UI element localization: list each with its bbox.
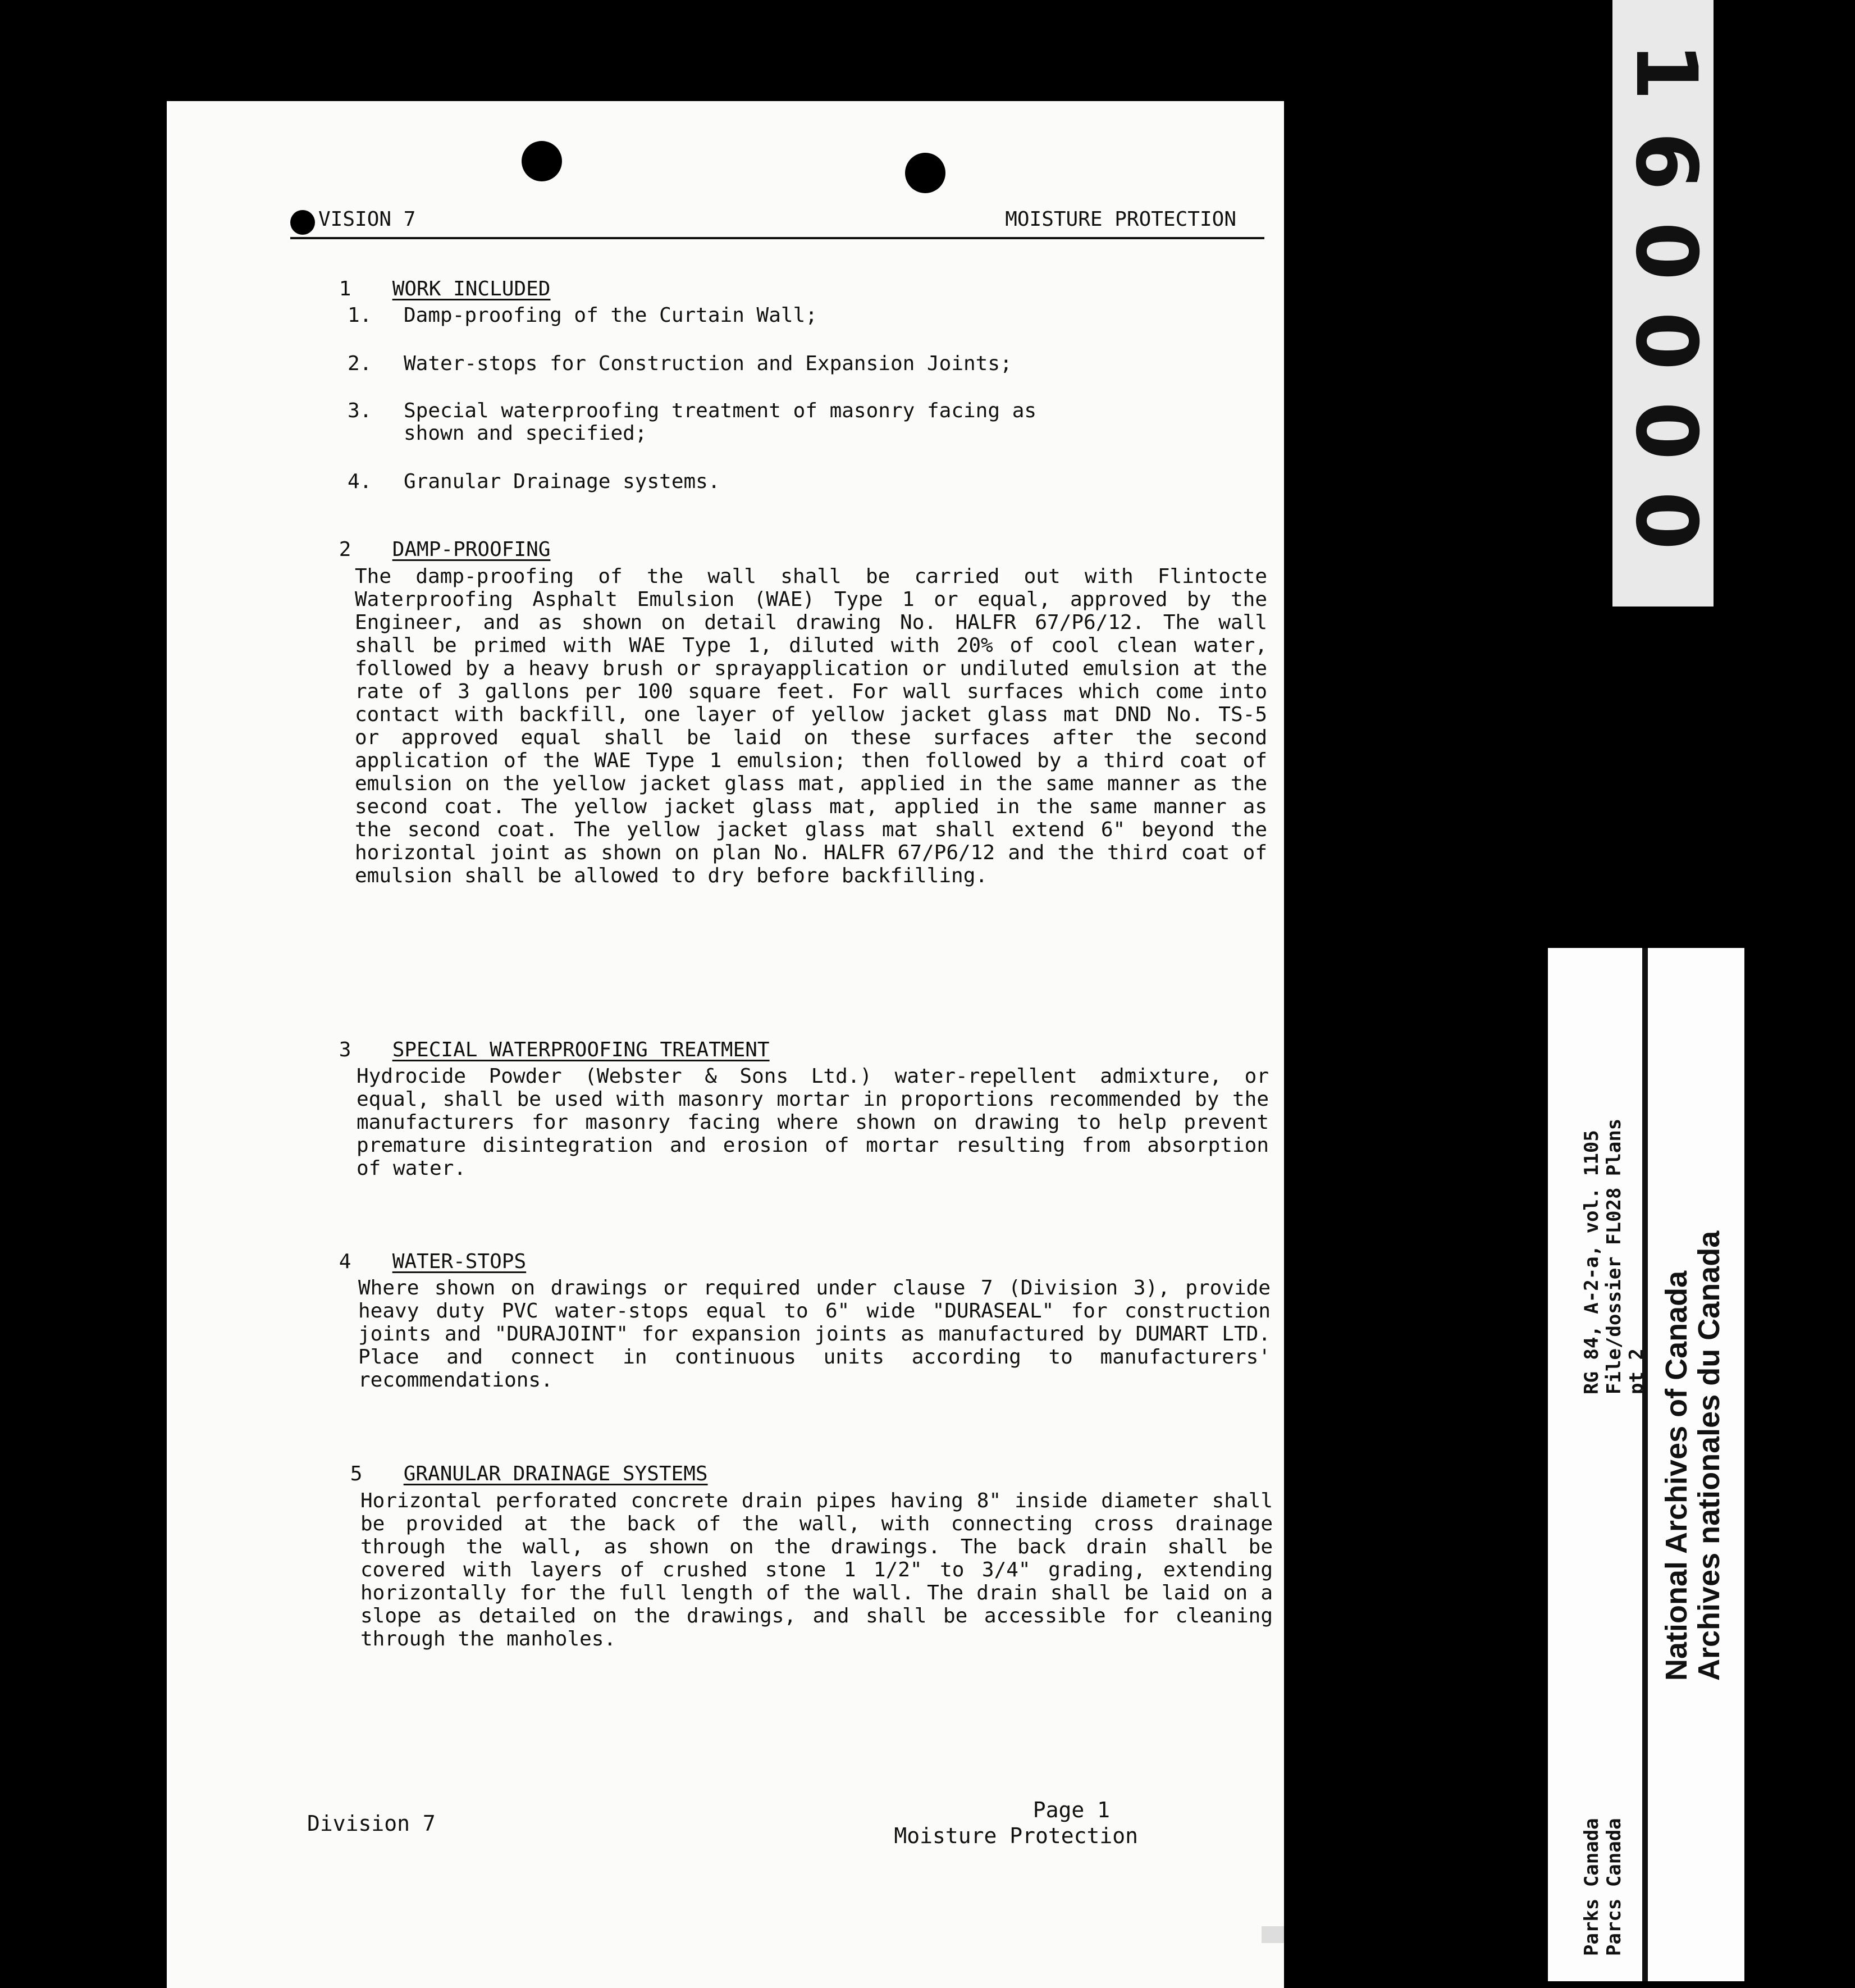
section-number: 3	[339, 1038, 351, 1061]
corner-mark	[1262, 1926, 1284, 1943]
archive-agency	[1580, 1818, 1625, 1956]
archive-agency-en: Parks Canada	[1580, 1818, 1603, 1956]
section-title: WATER-STOPS	[392, 1250, 527, 1273]
division-subject: MOISTURE PROTECTION	[1005, 208, 1236, 231]
archive-name-en: National Archives of Canada	[1660, 1270, 1693, 1681]
document-page	[167, 101, 1284, 1988]
division-heading: VISION 7	[318, 208, 416, 231]
section-title: WORK INCLUDED	[392, 277, 551, 300]
section-number: 5	[350, 1462, 363, 1485]
frame-digit: 0	[1617, 491, 1715, 550]
footer-division: Division 7	[307, 1811, 436, 1836]
footer-page-number: Page 1	[1032, 1798, 1110, 1822]
frame-number	[1617, 22, 1715, 584]
list-item-number: 3.	[348, 399, 372, 422]
punch-hole-left	[522, 141, 562, 181]
archive-institution-name	[1660, 1231, 1725, 1681]
section-title: GRANULAR DRAINAGE SYSTEMS	[403, 1462, 708, 1485]
list-item-text: Granular Drainage systems.	[404, 470, 720, 493]
frame-digit: 0	[1617, 312, 1715, 371]
frame-digit: 1	[1617, 42, 1715, 101]
section-body: Hydrocide Powder (Webster & Sons Ltd.) water-repellent admixture, or equal, shall be used with masonry mortar in proportions recommended by the manufacturers for masonry facing where shown on drawing to help prevent premature disintegration and erosion of mortar resulting from absorption of water.	[357, 1065, 1269, 1180]
archive-reference-line: RG 84, A-2-a, vol. 1105	[1580, 1130, 1603, 1394]
frame-number-strip	[1612, 0, 1714, 607]
frame-digit: 0	[1617, 402, 1715, 460]
archive-label-divider	[1642, 948, 1648, 1981]
section-number: 1	[339, 277, 351, 300]
list-item-number: 2.	[348, 352, 372, 375]
section-title: DAMP-PROOFING	[392, 538, 551, 561]
archive-name-fr: Archives nationales du Canada	[1692, 1230, 1726, 1681]
section-body: Where shown on drawings or required under clause 7 (Division 3), provide heavy duty PVC water-stops equal to 6" wide "DURASEAL" for construction joints and "DURAJOINT" for expansion joints as manufactured by DUMART LTD. Place and connect in continuous units according to manufacturers' recommendations.	[358, 1276, 1271, 1392]
archive-label	[1548, 948, 1744, 1981]
frame-digit: 6	[1617, 132, 1715, 191]
list-item-text: Special waterproofing treatment of masonry facing as shown and specified;	[404, 399, 1037, 445]
list-item-text: Damp-proofing of the Curtain Wall;	[404, 304, 817, 327]
punch-hole-right	[905, 153, 945, 193]
list-item-text: Water-stops for Construction and Expansion Joints;	[404, 352, 1012, 375]
list-item-number: 1.	[348, 304, 372, 327]
section-body: Horizontal perforated concrete drain pipes having 8" inside diameter shall be provided at the back of the wall, with connecting cross drainage through the wall, as shown on the drawings. The back drain shall be covered with layers of crushed stone 1 1/2" to 3/4" grading, extending horizontally for the full length of the wall. The drain shall be laid on a slope as detailed on the drawings, and shall be accessible for cleaning through the manholes.	[360, 1489, 1273, 1650]
page-header	[290, 208, 1264, 239]
archive-agency-fr: Parcs Canada	[1603, 1818, 1625, 1956]
list-item-number: 4.	[348, 470, 372, 493]
archive-reference-line: File/dossier FL028 Plans	[1603, 1118, 1625, 1394]
section-body: The damp-proofing of the wall shall be carried out with Flintocte Waterproofing Asphalt Emulsion (WAE) Type 1 or equal, approved by the Engineer, and as shown on detail drawing No. HALFR 67/P6/12. The wall shall be primed with WAE Type 1, diluted with 20% of cool clean water, followed by a heavy brush or sprayapplication or undiluted emulsion at the rate of 3 gallons per 100 square feet. For wall surfaces which come into contact with backfill, one layer of yellow jacket glass mat DND No. TS-5 or approved equal shall be laid on these surfaces after the second application of the WAE Type 1 emulsion; then followed by a third coat of emulsion on the yellow jacket glass mat, applied in the same manner as the second coat. The yellow jacket glass mat, applied in the same manner as the second coat. The yellow jacket glass mat shall extend 6" beyond the horizontal joint as shown on plan No. HALFR 67/P6/12 and the third coat of emulsion shall be allowed to dry before backfilling.	[355, 565, 1267, 887]
archive-reference-line: pt 2	[1625, 1348, 1648, 1394]
section-title: SPECIAL WATERPROOFING TREATMENT	[392, 1038, 770, 1061]
frame-digit: 0	[1617, 222, 1715, 281]
header-bullet-mark	[290, 210, 315, 235]
section-number: 4	[339, 1250, 351, 1273]
footer-page-info	[894, 1797, 1138, 1849]
section-number: 2	[339, 538, 351, 561]
archive-reference	[1580, 1119, 1648, 1394]
footer-subject: Moisture Protection	[894, 1823, 1138, 1848]
